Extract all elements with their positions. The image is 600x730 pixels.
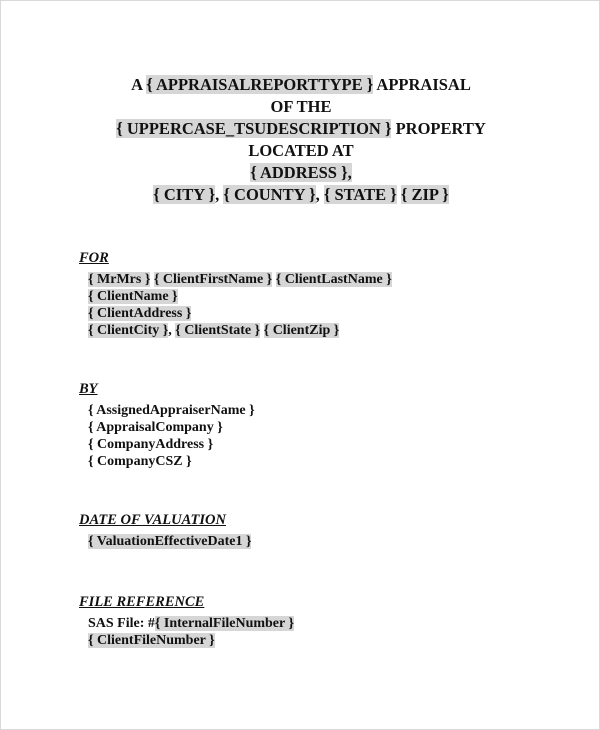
by-section [80, 380, 255, 470]
file-reference-lines [88, 615, 294, 649]
title-line [1, 140, 600, 162]
for-lines [88, 271, 392, 339]
template-field: { ClientCity } [88, 323, 169, 338]
template-field: { UPPERCASE_TSUDESCRIPTION } [116, 119, 392, 138]
text-segment: LOCATED AT [248, 141, 354, 160]
template-field: { ClientFileNumber } [88, 633, 215, 648]
date-of-valuation-section [80, 511, 251, 550]
text-segment: { AppraisalCompany } [88, 420, 223, 435]
text-segment: { CompanyAddress } [88, 437, 214, 452]
text-segment: APPRAISAL [373, 75, 471, 94]
text-segment: A [131, 75, 147, 94]
text-line [88, 402, 255, 419]
text-segment: { CompanyCSZ } [88, 454, 192, 469]
text-segment: , [168, 323, 176, 338]
title-line [1, 96, 600, 118]
template-field: { ClientZip } [263, 323, 340, 338]
template-field: { ClientFirstName } [153, 272, 273, 287]
date-of-valuation-heading: DATE OF VALUATION [79, 512, 226, 528]
text-line [88, 288, 392, 305]
text-line [88, 271, 392, 288]
title-line [1, 118, 600, 140]
title-line [1, 74, 600, 96]
template-field: { COUNTY } [223, 185, 316, 204]
template-field: { ADDRESS }, [250, 163, 352, 182]
date-of-valuation-lines [88, 533, 251, 550]
text-line [88, 419, 255, 436]
text-line [88, 322, 392, 339]
template-field: { ClientLastName } [275, 272, 392, 287]
text-segment: { AssignedAppraiserName } [88, 403, 255, 418]
template-field: { ClientName } [88, 289, 178, 304]
text-line [88, 632, 294, 649]
template-field: { MrMrs } [88, 272, 151, 287]
for-heading: FOR [79, 250, 109, 266]
template-field: { CITY } [153, 185, 216, 204]
text-segment: PROPERTY [391, 119, 486, 138]
file-reference-heading: FILE REFERENCE [79, 594, 205, 610]
title-line [1, 184, 600, 206]
report-title [1, 74, 600, 206]
by-lines [88, 402, 255, 470]
template-field: { APPRAISALREPORTTYPE } [146, 75, 374, 94]
template-field: { InternalFileNumber } [154, 616, 294, 631]
text-line [88, 305, 392, 322]
template-field: { ClientState } [175, 323, 261, 338]
for-section [80, 249, 392, 339]
text-segment: OF THE [270, 97, 332, 116]
file-reference-section [80, 593, 294, 649]
template-field: { STATE } [323, 185, 397, 204]
text-segment: , [215, 185, 224, 204]
text-line [88, 453, 255, 470]
text-segment: SAS File: # [88, 616, 155, 631]
template-field: { ZIP } [400, 185, 449, 204]
template-field: { ValuationEffectiveDate1 } [88, 534, 252, 549]
template-field: { ClientAddress } [88, 306, 192, 321]
by-heading: BY [79, 381, 98, 397]
text-line [88, 533, 251, 550]
text-line [88, 436, 255, 453]
text-line [88, 615, 294, 632]
title-line [1, 162, 600, 184]
text-segment: , [315, 185, 324, 204]
